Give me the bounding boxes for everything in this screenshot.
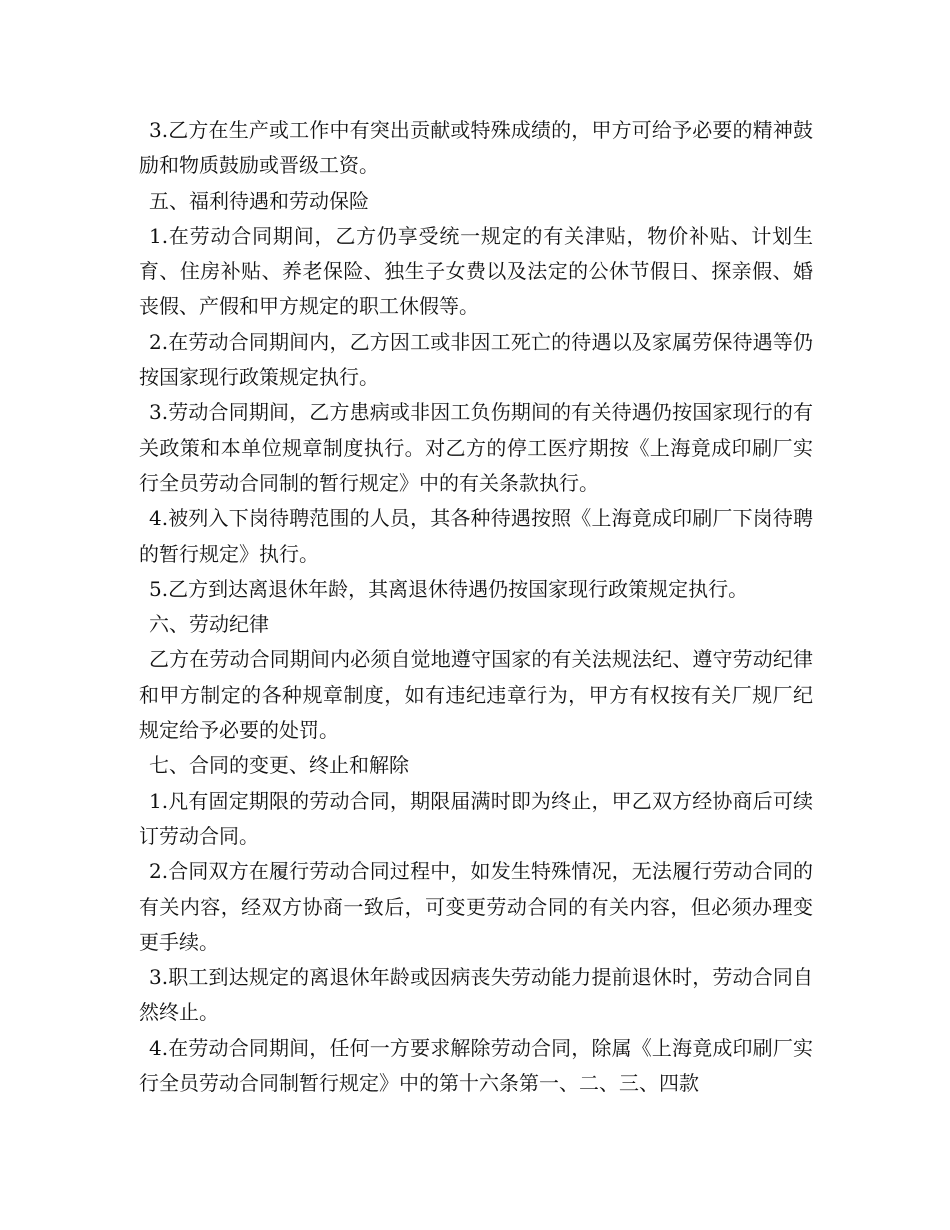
section-heading-discipline: 六、劳动纪律 [149, 612, 269, 637]
paragraph-contract-2: 2.合同双方在履行劳动合同过程中，如发生特殊情况，无法履行劳动合同的有关内容，经双方协商一致后，可变更劳动合同的有关内容，但必须办理变更手续。 [139, 859, 813, 954]
paragraph-reward-3: 3.乙方在生产或工作中有突出贡献或特殊成绩的，甲方可给予必要的精神鼓励和物质鼓励或晋级工资。 [139, 118, 813, 178]
section-heading-contract-change: 七、合同的变更、终止和解除 [149, 753, 409, 778]
section-heading-welfare: 五、福利待遇和劳动保险 [149, 188, 369, 213]
paragraph-discipline: 乙方在劳动合同期间内必须自觉地遵守国家的有关法规法纪、遵守劳动纪律和甲方制定的各种规章制度，如有违纪违章行为，甲方有权按有关厂规厂纪规定给予必要的处罚。 [139, 647, 813, 743]
document-body [139, 113, 813, 1101]
paragraph-welfare-1: 1.在劳动合同期间，乙方仍享受统一规定的有关津贴，物价补贴、计划生育、住房补贴、养老保险、独生子女费以及法定的公休节假日、探亲假、婚丧假、产假和甲方规定的职工休假等。 [139, 223, 813, 319]
paragraph-contract-4: 4.在劳动合同期间，任何一方要求解除劳动合同，除属《上海竟成印刷厂实行全员劳动合同制暂行规定》中的第十六条第一、二、三、四款 [139, 1035, 813, 1096]
paragraph-welfare-3: 3.劳动合同期间，乙方患病或非因工负伤期间的有关待遇仍按国家现行的有关政策和本单位规章制度执行。对乙方的停工医疗期按《上海竟成印刷厂实行全员劳动合同制的暂行规定》中的有关条款执行。 [139, 400, 813, 495]
paragraph-welfare-4: 4.被列入下岗待聘范围的人员，其各种待遇按照《上海竟成印刷厂下岗待聘的暂行规定》执行。 [139, 506, 813, 566]
paragraph-contract-3: 3.职工到达规定的离退休年龄或因病丧失劳动能力提前退休时，劳动合同自然终止。 [139, 965, 813, 1025]
paragraph-contract-1: 1.凡有固定期限的劳动合同，期限届满时即为终止，甲乙双方经协商后可续订劳动合同。 [139, 788, 813, 848]
paragraph-welfare-5: 5.乙方到达离退休年龄，其离退休待遇仍按国家现行政策规定执行。 [149, 576, 749, 601]
paragraph-welfare-2: 2.在劳动合同期间内，乙方因工或非因工死亡的待遇以及家属劳保待遇等仍按国家现行政策规定执行。 [139, 329, 813, 390]
